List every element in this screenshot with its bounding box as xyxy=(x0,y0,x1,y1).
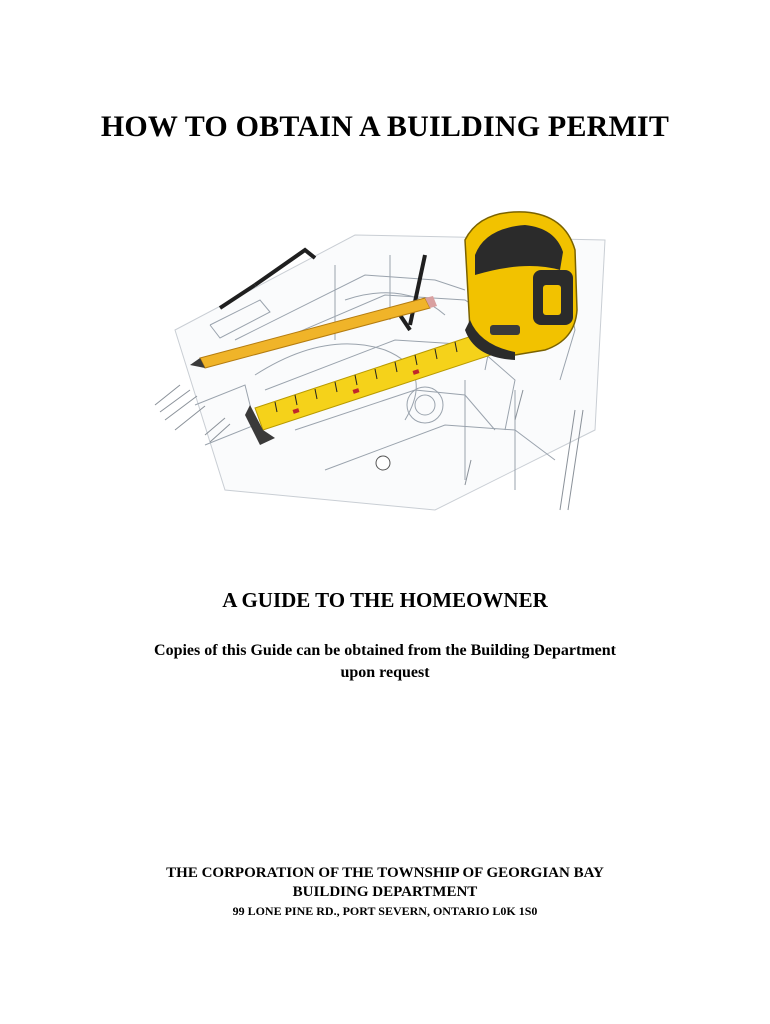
tape-measure-case xyxy=(465,212,577,360)
publisher-address: 99 LONE PINE RD., PORT SEVERN, ONTARIO L0K 1S0 xyxy=(232,904,538,918)
publisher-block xyxy=(0,864,770,920)
department-name: BUILDING DEPARTMENT xyxy=(292,884,478,900)
document-title: HOW TO OBTAIN A BUILDING PERMIT xyxy=(100,110,670,143)
cover-illustration xyxy=(135,180,635,525)
publisher-name: THE CORPORATION OF THE TOWNSHIP OF GEORGIAN BAY xyxy=(166,865,604,881)
availability-note-line1: Copies of this Guide can be obtained from the Building Department xyxy=(154,642,616,659)
availability-note-line2: upon request xyxy=(340,664,430,681)
availability-note xyxy=(0,640,770,684)
document-subtitle: A GUIDE TO THE HOMEOWNER xyxy=(222,588,548,612)
